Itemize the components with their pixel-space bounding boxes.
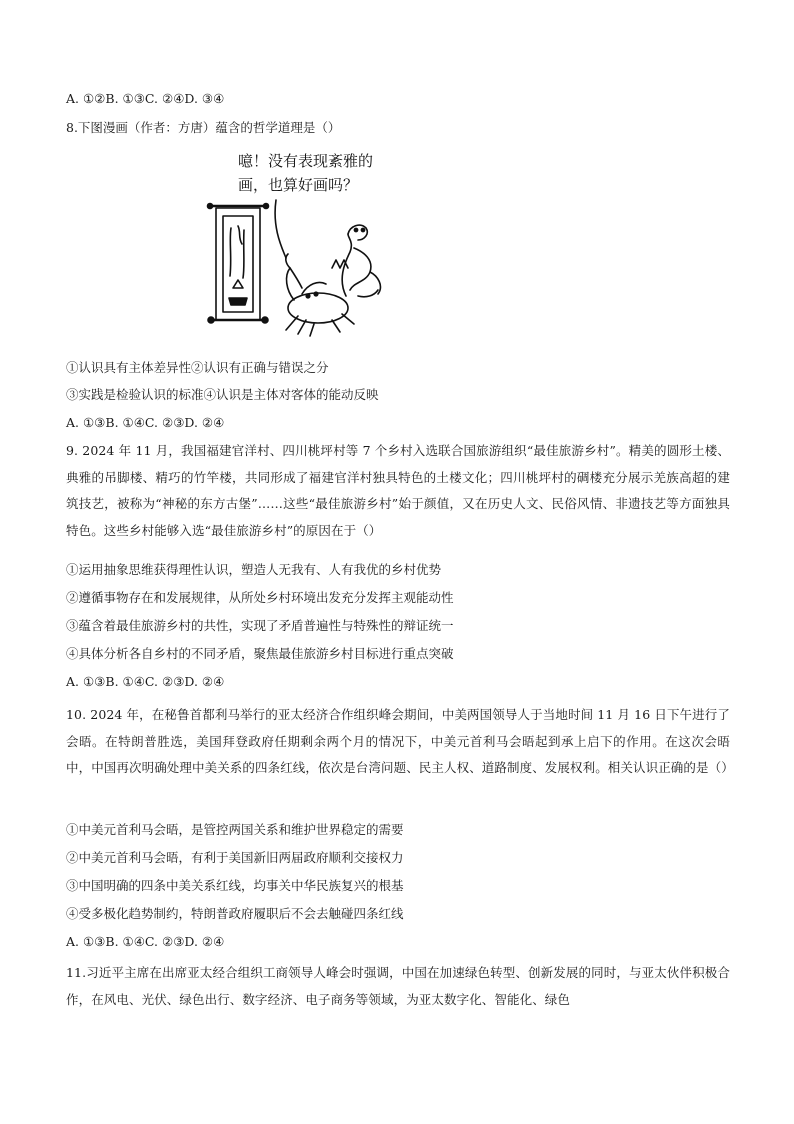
dragon-icon: [332, 225, 380, 297]
q10-answer-choices: A. ①③B. ①④C. ②③D. ②④: [66, 934, 225, 949]
q8-stem: 8.下图漫画（作者：方唐）蕴含的哲学道理是（）: [66, 120, 341, 135]
cartoon-illustration: [198, 148, 398, 338]
q8-answer-choices: A. ①③B. ①④C. ②③D. ②④: [66, 415, 225, 430]
speech-line-1: 噫！没有表现紊雅的: [238, 152, 374, 170]
q10-option-3: ③中国明确的四条中美关系红线，均事关中华民族复兴的根基: [66, 878, 404, 893]
q7-answer-choices: A. ①②B. ①③C. ②④D. ③④: [66, 91, 225, 106]
q10-stem: 10. 2024 年，在秘鲁首都利马举行的亚太经济合作组织峰会期间，中美两国领导人于当地时间 11 月 16 日下午进行了会晤。在特朗普胜选，美国拜登政府任期剩余两个月的情况下，中美元首利马会晤起到承上启下的作用。在这次会晤中，中国再次明确处理中美关系的四条红线，依次是台湾问题、民主人权、道路制度、发展权利。相关认识正确的是（）: [66, 707, 734, 775]
q8-options-line-1: ①认识具有主体差异性②认识有正确与错误之分: [66, 360, 329, 375]
q9-option-4: ④具体分析各自乡村的不同矛盾，聚焦最佳旅游乡村目标进行重点突破: [66, 646, 454, 661]
q10-option-2: ②中美元首利马会晤，有利于美国新旧两届政府顺利交接权力: [66, 850, 404, 865]
q9-option-2: ②遵循事物存在和发展规律，从所处乡村环境出发充分发挥主观能动性: [66, 590, 454, 605]
q9-option-3: ③蕴含着最佳旅游乡村的共性，实现了矛盾普遍性与特殊性的辩证统一: [66, 618, 454, 633]
q8-options-line-2: ③实践是检验认识的标准④认识是主体对客体的能动反映: [66, 387, 379, 402]
speech-line-2: 画，也算好画吗？: [238, 176, 359, 194]
q10-option-4: ④受多极化趋势制约，特朗普政府履职后不会去触碰四条红线: [66, 906, 404, 921]
q10-option-1: ①中美元首利马会晤，是管控两国关系和维护世界稳定的需要: [66, 822, 404, 837]
q9-stem: 9. 2024 年 11 月，我国福建官洋村、四川桃坪村等 7 个乡村入选联合国旅游组织“最佳旅游乡村”。精美的圆形土楼、典雅的吊脚楼、精巧的竹竿楼，共同形成了福建官洋村独具特色的土楼文化；四川桃坪村的碉楼充分展示羌族高超的建筑技艺，被称为“神秘的东方古堡”……这些“最佳旅游乡村”始于颜值，又在历史人文、民俗风情、非遗技艺等方面独具特色。这些乡村能够入选“最佳旅游乡村”的原因在于（）: [66, 443, 730, 538]
speech-tail: [275, 200, 286, 258]
q9-answer-choices: A. ①③B. ①④C. ②③D. ②④: [66, 674, 225, 689]
q11-stem: 11.习近平主席在出席亚太经合组织工商领导人峰会时强调，中国在加速绿色转型、创新发展的同时，与亚太伙伴积极合作，在风电、光伏、绿色出行、数字经济、电子商务等领域，为亚太数字化、智能化、绿色: [66, 965, 730, 1007]
scroll-painting-icon: [208, 204, 269, 324]
q9-option-1: ①运用抽象思维获得理性认识，塑造人无我有、人有我优的乡村优势: [66, 562, 442, 577]
